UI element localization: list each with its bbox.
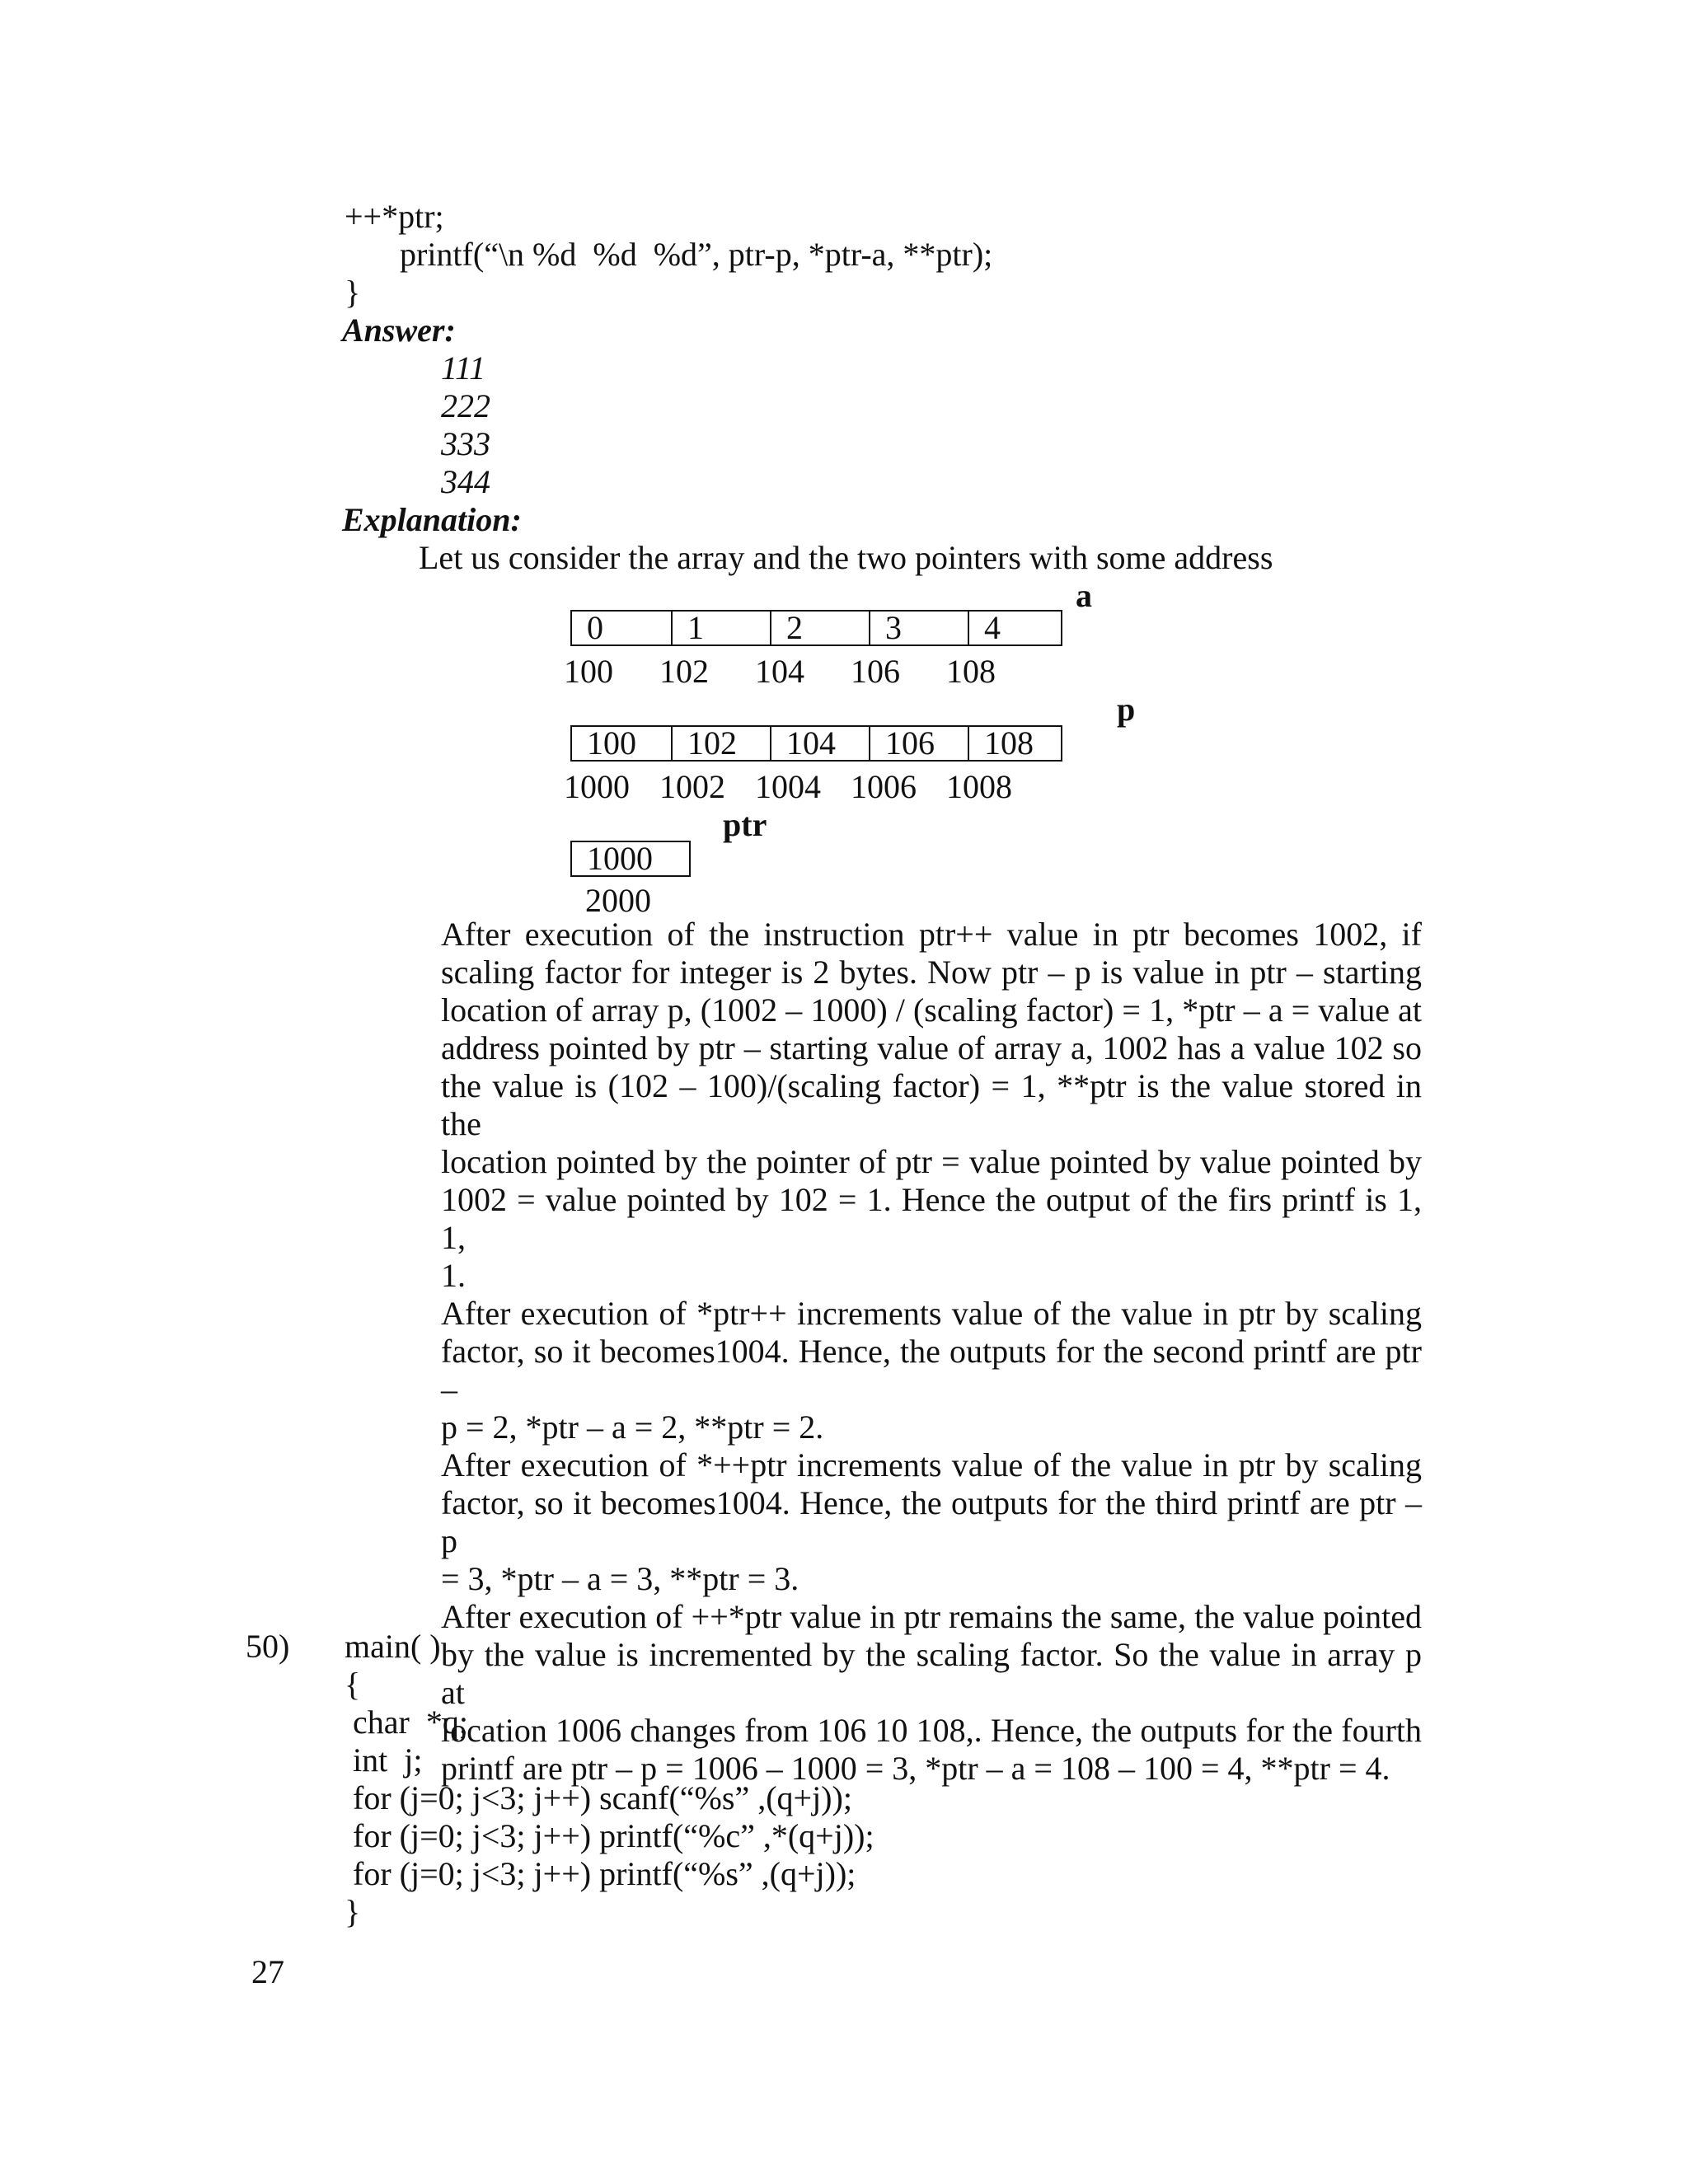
- page-number: 27: [251, 1953, 284, 1990]
- explanation-line: location pointed by the pointer of ptr = value pointed by value pointed by: [441, 1143, 1422, 1180]
- answer-value: 111: [441, 349, 486, 387]
- array-a-cell: 4: [968, 612, 1061, 644]
- explanation-paragraph: [441, 1598, 1422, 1788]
- array-p-label: p: [1117, 691, 1136, 728]
- explanation-line: the value is (102 – 100)/(scaling factor) = 1, **ptr is the value stored in the: [441, 1067, 1422, 1142]
- explanation-paragraph: [441, 1295, 1422, 1446]
- array-p-cell: 104: [770, 727, 869, 760]
- code-line: int j;: [345, 1741, 423, 1779]
- code-line: char *q;: [345, 1704, 468, 1741]
- explanation-line: factor, so it becomes1004. Hence, the outputs for the second printf are ptr –: [441, 1333, 1422, 1408]
- explanation-line: printf are ptr – p = 1006 – 1000 = 3, *ptr – a = 108 – 100 = 4, **ptr = 4.: [441, 1750, 1390, 1787]
- array-a-address: 100: [564, 653, 613, 690]
- ptr-label: ptr: [723, 806, 767, 843]
- array-a-cell: 1: [671, 612, 770, 644]
- answer-value: 344: [441, 463, 490, 500]
- explanation-line: After execution of ++*ptr value in ptr remains the same, the value pointed: [441, 1598, 1422, 1635]
- array-a-cell: 3: [869, 612, 968, 644]
- code-line: {: [345, 1666, 361, 1703]
- ptr-cell: 1000: [587, 840, 653, 877]
- question-number: 50): [246, 1628, 290, 1665]
- explanation-line: After execution of *++ptr increments value of the value in ptr by scaling: [441, 1446, 1422, 1483]
- code-line: main( ): [345, 1628, 441, 1665]
- explanation-line: factor, so it becomes1004. Hence, the outputs for the third printf are ptr – p: [441, 1484, 1422, 1559]
- array-p-address: 1002: [659, 768, 725, 805]
- explanation-line: p = 2, *ptr – a = 2, **ptr = 2.: [441, 1408, 824, 1446]
- array-a-label: a: [1076, 577, 1092, 614]
- explanation-line: location 1006 changes from 106 10 108,. Hence, the outputs for the fourth: [441, 1712, 1422, 1749]
- explanation-line: location of array p, (1002 – 1000) / (scaling factor) = 1, *ptr – a = value at: [441, 991, 1422, 1029]
- array-a-cell: 2: [770, 612, 869, 644]
- array-p-box: [570, 725, 1062, 762]
- array-p-address: 1000: [564, 768, 630, 805]
- explanation-line: by the value is incremented by the scaling factor. So the value in array p at: [441, 1636, 1422, 1711]
- array-p-address: 1008: [946, 768, 1012, 805]
- explanation-label: Explanation:: [342, 501, 522, 538]
- answer-value: 222: [441, 387, 490, 424]
- code-line: }: [345, 1893, 361, 1930]
- ptr-box: [570, 841, 691, 877]
- array-a-address: 108: [946, 653, 996, 690]
- explanation-line: After execution of *ptr++ increments value of the value in ptr by scaling: [441, 1295, 1422, 1332]
- array-a-cell: 0: [587, 609, 603, 646]
- code-line: printf(“\n %d %d %d”, ptr-p, *ptr-a, **ptr);: [400, 236, 993, 273]
- intro-text: Let us consider the array and the two pointers with some address: [419, 539, 1273, 576]
- answer-label: Answer:: [342, 312, 456, 349]
- array-p-cell: 100: [587, 724, 636, 762]
- code-line: for (j=0; j<3; j++) scanf(“%s” ,(q+j));: [345, 1779, 852, 1816]
- array-a-box: [570, 610, 1062, 646]
- explanation-line: = 3, *ptr – a = 3, **ptr = 3.: [441, 1560, 799, 1597]
- array-p-address: 1006: [851, 768, 917, 805]
- explanation-paragraph: [441, 1446, 1422, 1598]
- explanation-line: 1.: [441, 1257, 466, 1294]
- code-line: }: [345, 274, 361, 311]
- explanation-paragraph: [441, 916, 1422, 1295]
- code-line: for (j=0; j<3; j++) printf(“%s” ,(q+j));: [345, 1855, 856, 1892]
- array-a-address: 104: [755, 653, 804, 690]
- explanation-line: address pointed by ptr – starting value of array a, 1002 has a value 102 so: [441, 1029, 1422, 1066]
- array-p-cell: 102: [671, 727, 770, 760]
- array-p-cell: 106: [869, 727, 968, 760]
- code-line: for (j=0; j<3; j++) printf(“%c” ,*(q+j));: [345, 1817, 874, 1854]
- code-line: ++*ptr;: [345, 198, 444, 235]
- explanation-body: [441, 916, 1422, 1788]
- ptr-address: 2000: [585, 882, 651, 919]
- array-p-cell: 108: [968, 727, 1061, 760]
- explanation-line: scaling factor for integer is 2 bytes. Now ptr – p is value in ptr – starting: [441, 954, 1422, 991]
- array-a-address: 102: [659, 653, 709, 690]
- explanation-line: After execution of the instruction ptr++ value in ptr becomes 1002, if: [441, 916, 1422, 953]
- array-p-address: 1004: [755, 768, 821, 805]
- answer-value: 333: [441, 425, 490, 462]
- array-a-address: 106: [851, 653, 900, 690]
- explanation-line: 1002 = value pointed by 102 = 1. Hence the output of the firs printf is 1, 1,: [441, 1181, 1422, 1256]
